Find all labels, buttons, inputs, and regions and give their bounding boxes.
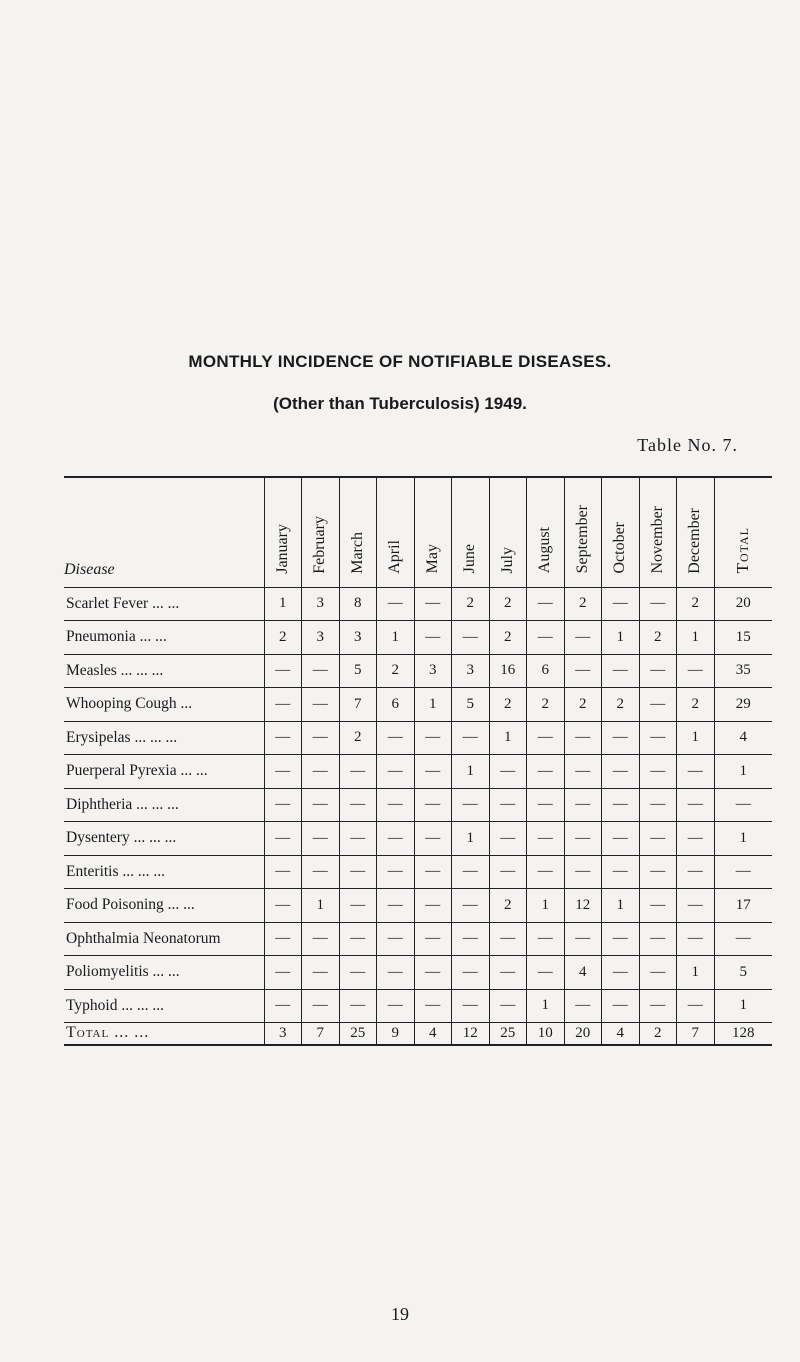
row-total-cell: 1 (714, 822, 772, 856)
column-header-month: September (564, 477, 602, 587)
month-count-cell: — (452, 621, 490, 655)
page-title: MONTHLY INCIDENCE OF NOTIFIABLE DISEASES. (188, 352, 612, 371)
table-row (64, 587, 772, 621)
month-count-cell: — (452, 788, 490, 822)
month-count-cell: 9 (377, 1023, 415, 1045)
month-count-cell: — (677, 755, 715, 789)
disease-name: Puerperal Pyrexia ... ... (64, 755, 264, 789)
month-count-cell: — (414, 889, 452, 923)
month-count-cell: — (377, 721, 415, 755)
month-count-cell: 3 (339, 621, 377, 655)
month-count-cell: 3 (264, 1023, 302, 1045)
month-count-cell: 1 (527, 989, 565, 1023)
month-count-cell: 2 (564, 688, 602, 722)
month-count-cell: — (564, 654, 602, 688)
month-count-cell: — (339, 788, 377, 822)
row-total-cell: 20 (714, 587, 772, 621)
month-count-cell: 1 (677, 956, 715, 990)
month-count-cell: 2 (564, 587, 602, 621)
month-count-cell: 7 (339, 688, 377, 722)
month-count-cell: — (602, 822, 640, 856)
month-count-cell: — (339, 855, 377, 889)
month-count-cell: — (264, 688, 302, 722)
month-count-cell: — (302, 989, 340, 1023)
month-count-cell: — (639, 688, 677, 722)
table-row (64, 688, 772, 722)
month-count-cell: 1 (677, 621, 715, 655)
month-count-cell: — (639, 654, 677, 688)
table-row (64, 822, 772, 856)
table-row (64, 922, 772, 956)
month-count-cell: 6 (527, 654, 565, 688)
month-count-cell: 3 (302, 621, 340, 655)
table-row (64, 788, 772, 822)
disease-name: Enteritis ... ... ... (64, 855, 264, 889)
month-count-cell: — (264, 989, 302, 1023)
row-total-cell: 128 (714, 1023, 772, 1045)
month-count-cell: — (564, 621, 602, 655)
month-count-cell: — (264, 889, 302, 923)
table-row (64, 956, 772, 990)
month-count-cell: — (414, 755, 452, 789)
month-count-cell: 3 (452, 654, 490, 688)
page-subtitle: (Other than Tuberculosis) 1949. (273, 394, 527, 413)
month-count-cell: — (602, 721, 640, 755)
month-count-cell: — (414, 721, 452, 755)
month-count-cell: — (639, 822, 677, 856)
column-header-month: May (414, 477, 452, 587)
month-count-cell: 2 (602, 688, 640, 722)
column-header-month: November (639, 477, 677, 587)
month-count-cell: — (302, 654, 340, 688)
month-count-cell: 2 (489, 889, 527, 923)
month-count-cell: — (414, 989, 452, 1023)
month-count-cell: — (602, 956, 640, 990)
month-count-cell: — (677, 889, 715, 923)
month-count-cell: 2 (489, 688, 527, 722)
month-count-cell: — (639, 788, 677, 822)
month-count-cell: — (377, 587, 415, 621)
month-count-cell: — (639, 989, 677, 1023)
month-count-cell: 7 (677, 1023, 715, 1045)
month-count-cell: — (489, 989, 527, 1023)
month-count-cell: 2 (377, 654, 415, 688)
row-total-cell: 5 (714, 956, 772, 990)
month-count-cell: — (414, 956, 452, 990)
month-count-cell: 6 (377, 688, 415, 722)
month-count-cell: — (339, 956, 377, 990)
month-count-cell: 5 (339, 654, 377, 688)
column-header-month: December (677, 477, 715, 587)
month-count-cell: — (264, 654, 302, 688)
disease-name: Erysipelas ... ... ... (64, 721, 264, 755)
month-count-cell: 12 (452, 1023, 490, 1045)
month-count-cell: — (452, 956, 490, 990)
table-row (64, 654, 772, 688)
month-count-cell: 12 (564, 889, 602, 923)
month-count-cell: 7 (302, 1023, 340, 1045)
month-count-cell: — (564, 822, 602, 856)
month-count-cell: 1 (527, 889, 565, 923)
month-count-cell: — (677, 788, 715, 822)
disease-name: Whooping Cough ... (64, 688, 264, 722)
month-count-cell: 1 (489, 721, 527, 755)
month-count-cell: — (602, 587, 640, 621)
table-row (64, 889, 772, 923)
totals-label: Total ... ... (64, 1023, 264, 1045)
month-count-cell: — (639, 587, 677, 621)
month-count-cell: — (527, 922, 565, 956)
month-count-cell: — (527, 855, 565, 889)
month-count-cell: — (414, 788, 452, 822)
disease-name: Food Poisoning ... ... (64, 889, 264, 923)
month-count-cell: — (639, 922, 677, 956)
month-count-cell: 1 (602, 889, 640, 923)
month-count-cell: 25 (339, 1023, 377, 1045)
disease-name: Scarlet Fever ... ... (64, 587, 264, 621)
month-count-cell: 2 (264, 621, 302, 655)
column-header-total: Total (714, 477, 772, 587)
row-total-cell: 17 (714, 889, 772, 923)
month-count-cell: — (639, 855, 677, 889)
column-header-month: August (527, 477, 565, 587)
row-total-cell: 1 (714, 989, 772, 1023)
column-header-month: July (489, 477, 527, 587)
month-count-cell: — (489, 922, 527, 956)
month-count-cell: — (602, 788, 640, 822)
month-count-cell: 2 (639, 621, 677, 655)
row-total-cell: — (714, 788, 772, 822)
month-count-cell: — (264, 721, 302, 755)
disease-name: Pneumonia ... ... (64, 621, 264, 655)
month-count-cell: — (527, 822, 565, 856)
month-count-cell: — (564, 922, 602, 956)
row-total-cell: — (714, 922, 772, 956)
month-count-cell: 2 (677, 587, 715, 621)
month-count-cell: — (639, 755, 677, 789)
month-count-cell: — (302, 922, 340, 956)
month-count-cell: — (602, 922, 640, 956)
month-count-cell: — (602, 755, 640, 789)
row-total-cell: 29 (714, 688, 772, 722)
month-count-cell: — (414, 822, 452, 856)
month-count-cell: — (264, 788, 302, 822)
month-count-cell: — (377, 889, 415, 923)
month-count-cell: 1 (264, 587, 302, 621)
month-count-cell: — (564, 989, 602, 1023)
month-count-cell: 1 (452, 755, 490, 789)
month-count-cell: — (602, 989, 640, 1023)
month-count-cell: — (264, 956, 302, 990)
column-header-month: March (339, 477, 377, 587)
month-count-cell: — (677, 989, 715, 1023)
table-row (64, 855, 772, 889)
table-number: Table No. 7. (637, 435, 738, 455)
month-count-cell: — (489, 855, 527, 889)
month-count-cell: — (639, 889, 677, 923)
month-count-cell: — (302, 721, 340, 755)
month-count-cell: — (377, 956, 415, 990)
month-count-cell: — (527, 587, 565, 621)
month-count-cell: — (602, 855, 640, 889)
month-count-cell: — (264, 922, 302, 956)
month-count-cell: — (414, 922, 452, 956)
month-count-cell: — (414, 587, 452, 621)
disease-name: Poliomyelitis ... ... (64, 956, 264, 990)
month-count-cell: — (452, 889, 490, 923)
month-count-cell: 4 (414, 1023, 452, 1045)
month-count-cell: — (377, 922, 415, 956)
header-row (64, 477, 772, 587)
month-count-cell: — (564, 721, 602, 755)
row-total-cell: 15 (714, 621, 772, 655)
month-count-cell: — (339, 989, 377, 1023)
table-row (64, 989, 772, 1023)
month-count-cell: — (677, 922, 715, 956)
month-count-cell: 2 (527, 688, 565, 722)
month-count-cell: — (377, 855, 415, 889)
month-count-cell: 2 (339, 721, 377, 755)
month-count-cell: — (452, 855, 490, 889)
month-count-cell: — (527, 721, 565, 755)
month-count-cell: — (564, 788, 602, 822)
month-count-cell: 1 (677, 721, 715, 755)
month-count-cell: — (639, 956, 677, 990)
month-count-cell: — (377, 822, 415, 856)
table-row (64, 755, 772, 789)
month-count-cell: — (527, 621, 565, 655)
month-count-cell: — (452, 922, 490, 956)
month-count-cell: 1 (602, 621, 640, 655)
month-count-cell: — (639, 721, 677, 755)
month-count-cell: — (452, 721, 490, 755)
month-count-cell: — (489, 822, 527, 856)
month-count-cell: 2 (677, 688, 715, 722)
month-count-cell: — (414, 621, 452, 655)
month-count-cell: 1 (377, 621, 415, 655)
column-header-month: January (264, 477, 302, 587)
month-count-cell: 3 (302, 587, 340, 621)
month-count-cell: 2 (452, 587, 490, 621)
column-header-month: October (602, 477, 640, 587)
month-count-cell: — (302, 855, 340, 889)
disease-incidence-table (64, 476, 772, 1046)
column-header-month: April (377, 477, 415, 587)
month-count-cell: 20 (564, 1023, 602, 1045)
month-count-cell: 1 (414, 688, 452, 722)
month-count-cell: — (414, 855, 452, 889)
page-number: 19 (391, 1304, 409, 1324)
month-count-cell: — (377, 989, 415, 1023)
month-count-cell: 1 (302, 889, 340, 923)
month-count-cell: — (339, 889, 377, 923)
month-count-cell: — (527, 788, 565, 822)
month-count-cell: 2 (489, 587, 527, 621)
disease-name: Ophthalmia Neonatorum (64, 922, 264, 956)
row-total-cell: 35 (714, 654, 772, 688)
disease-name: Measles ... ... ... (64, 654, 264, 688)
month-count-cell: — (564, 755, 602, 789)
month-count-cell: — (677, 654, 715, 688)
column-header-month: June (452, 477, 490, 587)
month-count-cell: — (677, 855, 715, 889)
month-count-cell: — (527, 755, 565, 789)
table-row (64, 721, 772, 755)
month-count-cell: — (264, 822, 302, 856)
row-total-cell: 4 (714, 721, 772, 755)
disease-name: Diphtheria ... ... ... (64, 788, 264, 822)
month-count-cell: — (377, 755, 415, 789)
month-count-cell: 10 (527, 1023, 565, 1045)
month-count-cell: — (302, 956, 340, 990)
month-count-cell: — (302, 788, 340, 822)
month-count-cell: — (302, 755, 340, 789)
month-count-cell: — (489, 755, 527, 789)
month-count-cell: — (339, 922, 377, 956)
month-count-cell: 16 (489, 654, 527, 688)
month-count-cell: — (527, 956, 565, 990)
month-count-cell: 8 (339, 587, 377, 621)
month-count-cell: — (377, 788, 415, 822)
month-count-cell: 3 (414, 654, 452, 688)
month-count-cell: 1 (452, 822, 490, 856)
month-count-cell: — (677, 822, 715, 856)
column-header-month: February (302, 477, 340, 587)
month-count-cell: — (302, 688, 340, 722)
month-count-cell: — (452, 989, 490, 1023)
month-count-cell: — (339, 822, 377, 856)
month-count-cell: 4 (602, 1023, 640, 1045)
totals-row (64, 1023, 772, 1045)
column-header-disease: Disease (64, 477, 264, 587)
month-count-cell: — (302, 822, 340, 856)
month-count-cell: 2 (489, 621, 527, 655)
month-count-cell: 4 (564, 956, 602, 990)
month-count-cell: 2 (639, 1023, 677, 1045)
month-count-cell: — (264, 755, 302, 789)
month-count-cell: — (339, 755, 377, 789)
month-count-cell: — (602, 654, 640, 688)
month-count-cell: — (489, 788, 527, 822)
row-total-cell: 1 (714, 755, 772, 789)
table-row (64, 621, 772, 655)
month-count-cell: 5 (452, 688, 490, 722)
month-count-cell: — (489, 956, 527, 990)
row-total-cell: — (714, 855, 772, 889)
month-count-cell: 25 (489, 1023, 527, 1045)
month-count-cell: — (564, 855, 602, 889)
month-count-cell: — (264, 855, 302, 889)
disease-name: Dysentery ... ... ... (64, 822, 264, 856)
disease-name: Typhoid ... ... ... (64, 989, 264, 1023)
